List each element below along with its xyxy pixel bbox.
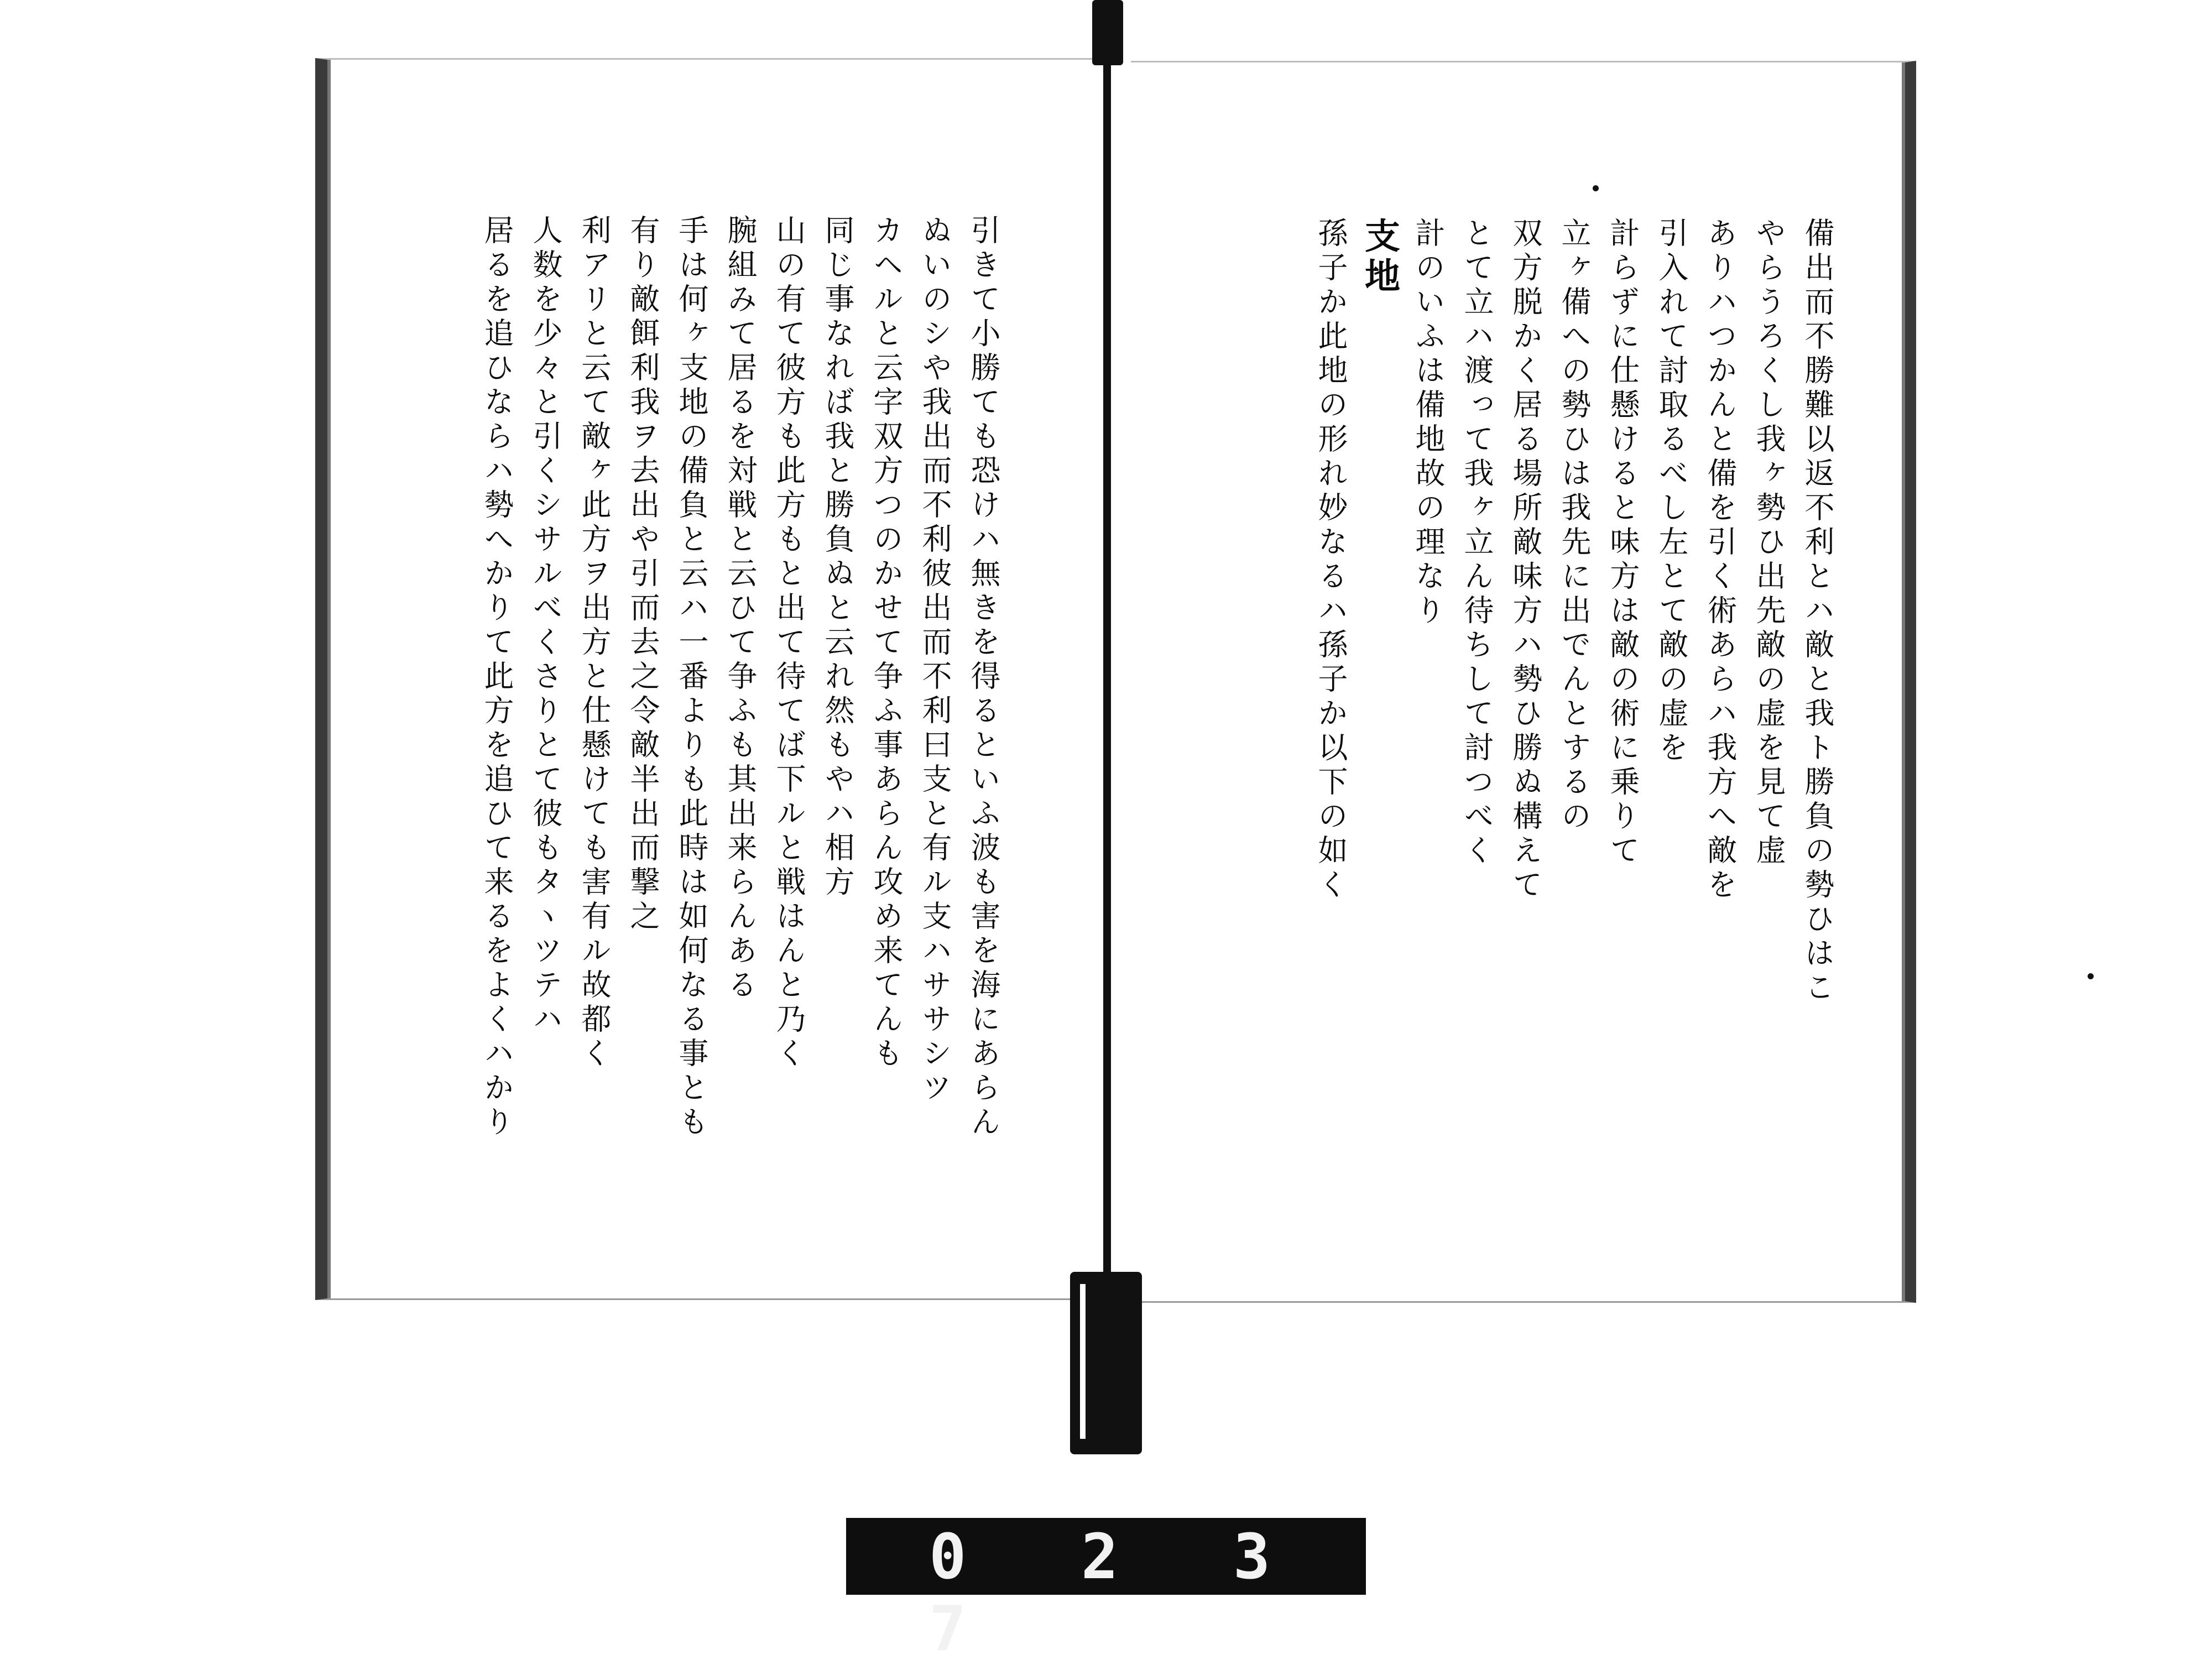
right-page-text: [1306, 217, 1841, 1334]
right-text-line: やらうろくし我ヶ勢ひ出先敵の虚を見て虚: [1751, 217, 1786, 869]
right-text-line: 引入れて討取るべし左とて敵の虚を: [1654, 217, 1689, 766]
right-text-line: とて立ハ渡って我ヶ立ん待ちして討つべく: [1459, 217, 1494, 869]
left-text-line: 腕組みて居るを対戦と云ひて争ふも其出来らんある: [723, 215, 758, 1003]
right-text-line: 備出而不勝難以返不利とハ敵と我ト勝負の勢ひはこ: [1800, 217, 1835, 1006]
spine-clip-bottom: [1070, 1272, 1142, 1454]
left-text-line: 居るを追ひならハ勢へかりて此方を追ひて来るをよくハかり: [479, 215, 514, 1140]
ink-speck: [2088, 973, 2094, 979]
spine-clip-top: [1092, 0, 1123, 65]
book-spine: [1103, 0, 1111, 1272]
left-text-line: 引きて小勝ても恐けハ無きを得るといふ波も害を海にあらん: [966, 215, 1001, 1140]
left-page: [315, 58, 1102, 1300]
left-text-line: 有り敵餌利我ヲ去出や引而去之令敵半出而撃之: [625, 215, 660, 935]
left-text-line: カヘルと云字双方つのかせて争ふ事あらん攻め来てんも: [869, 215, 904, 1072]
left-text-line: 利アリと云て敵ヶ此方ヲ出方と仕懸けても害有ル故都く: [577, 215, 612, 1072]
right-text-line: ありハつかんと備を引く術あらハ我方へ敵を: [1703, 217, 1738, 903]
left-text-line: ぬいのシや我出而不利彼出而不利曰支と有ル支ハササシツ: [917, 215, 952, 1106]
right-text-line: 計らずに仕懸けると味方は敵の術に乗りて: [1605, 217, 1640, 869]
frame-number: 0 2 3 7: [929, 1521, 1310, 1665]
ink-speck: [1593, 185, 1599, 191]
left-text-line: 同じ事なれば我と勝負ぬと云れ然もやハ相方: [820, 215, 855, 900]
right-text-line: 立ヶ備への勢ひは我先に出でんとするの: [1557, 217, 1592, 834]
left-text-line: 人数を少々と引くシサルべくさりとて彼もタヽツテハ: [528, 215, 563, 1037]
right-text-line: 双方脱かく居る場所敵味方ハ勢ひ勝ぬ構えて: [1508, 217, 1543, 903]
right-text-line: 孫子か此地の形れ妙なるハ孫子か以下の如く: [1313, 217, 1348, 903]
section-heading: 支地: [1359, 217, 1400, 297]
right-text-line: 計のいふは備地故の理なり: [1411, 217, 1446, 629]
left-text-line: 手は何ヶ支地の備負と云ハ一番よりも此時は如何なる事とも: [674, 215, 709, 1140]
left-text-line: 山の有て彼方も此方もと出て待てば下ルと戦はんと乃く: [771, 215, 806, 1072]
right-page: [1131, 61, 1916, 1303]
microfilm-frame-counter: [846, 1518, 1366, 1665]
left-page-text: [472, 215, 1008, 1332]
